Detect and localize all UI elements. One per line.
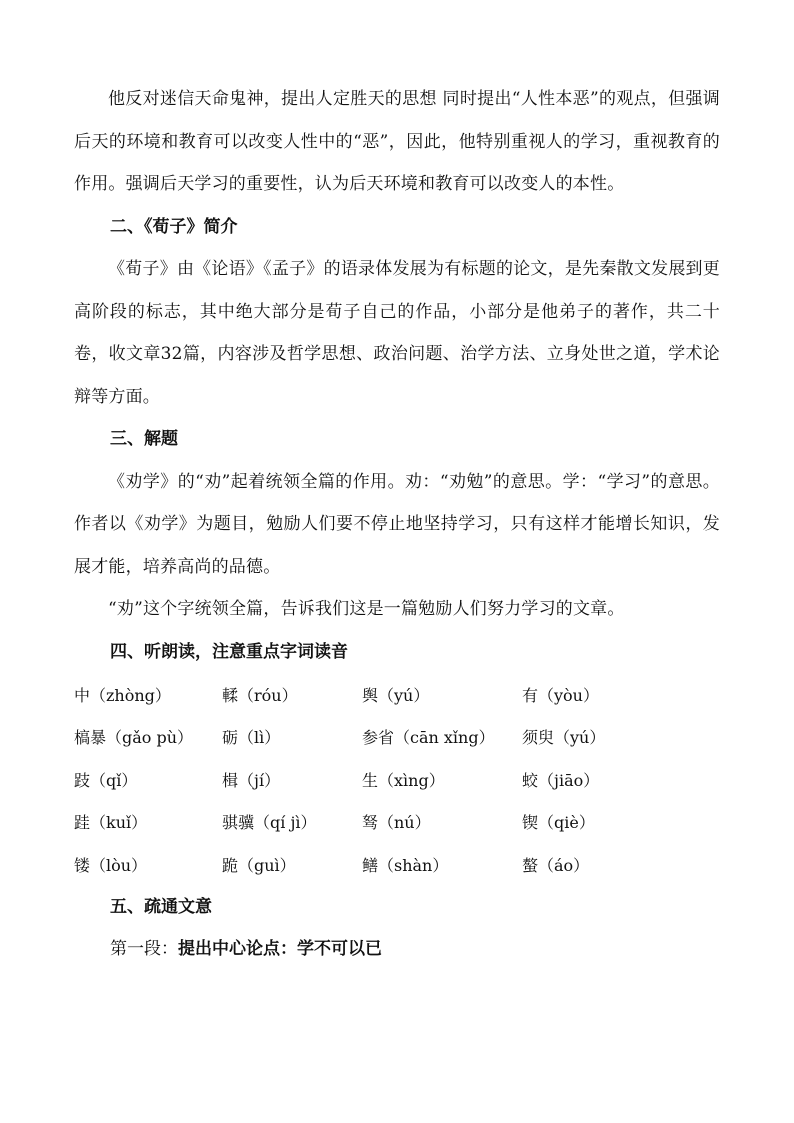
pronunciation-cell: 生（xìng） <box>362 770 445 790</box>
pronunciation-cell: 蛟（jiāo） <box>522 770 600 790</box>
pronunciation-cell: 镂（lòu） <box>74 855 148 875</box>
document-page <box>74 78 720 971</box>
pronunciation-cell: 跬（kuǐ） <box>74 813 148 833</box>
pronunciation-row <box>74 716 720 759</box>
paragraph-title-explain-2: “劝”这个字统领全篇，告诉我们这是一篇勉励人们努力学习的文章。 <box>108 599 625 619</box>
heading-title-explain: 三、解题 <box>110 429 178 449</box>
pronunciation-cell: 跂（qǐ） <box>74 770 138 790</box>
pronunciation-row <box>74 801 720 844</box>
pronunciation-cell: 参省（cān xǐng） <box>362 728 495 748</box>
pronunciation-cell: 砺（lì） <box>222 728 281 748</box>
pronunciation-cell: 中（zhòng） <box>74 685 171 705</box>
pronunciation-row <box>74 843 720 886</box>
pronunciation-table <box>74 673 720 886</box>
pronunciation-cell: 舆（yú） <box>362 685 430 705</box>
pronunciation-cell: 骐骥（qí jì） <box>222 813 317 833</box>
pronunciation-cell: 螯（áo） <box>522 855 590 875</box>
heading-pronunciation: 四、听朗读，注意重点字词读音 <box>110 641 348 662</box>
pronunciation-cell: 须臾（yú） <box>522 728 606 748</box>
heading-meaning: 五、疏通文意 <box>110 896 212 917</box>
paragraph-xunzi-book: 《荀子》由《论语》《孟子》的语录体发展为有标题的论文，是先秦散文发展到更高阶段的标志，其中绝大部分是荀子自己的作品，小部分是他弟子的著作，共二十卷，收文章32篇，内容涉及哲学思想、政治问题、治学方法、立身处世之道，学术论辩等方面。 <box>74 259 720 407</box>
pronunciation-cell: 鳝（shàn） <box>362 855 449 875</box>
pronunciation-cell: 槁暴（gǎo pù） <box>74 728 194 748</box>
pronunciation-cell: 有（yòu） <box>522 685 599 705</box>
heading-xunzi-intro: 二、《荀子》简介 <box>110 216 238 237</box>
pronunciation-cell: 锲（qiè） <box>522 813 595 833</box>
pronunciation-cell: 輮（róu） <box>222 685 298 705</box>
section-one-heading <box>74 928 720 971</box>
pronunciation-row <box>74 758 720 801</box>
section-one-title: 提出中心论点：学不可以已 <box>178 939 382 959</box>
paragraph-xunzi-thought: 他反对迷信天命鬼神，提出人定胜天的思想 同时提出“人性本恶”的观点，但强调后天的环境和教育可以改变人性中的“恶”，因此，他特别重视人的学习，重视教育的作用。强调后天学习的重要性，认为后天环境和教育可以改变人的本性。 <box>74 89 720 194</box>
paragraph-title-explain-1: 《劝学》的“劝”起着统领全篇的作用。劝：“劝勉”的意思。学：“学习”的意思。作者以《劝学》为题目，勉励人们要不停止地坚持学习，只有这样才能增长知识，发展才能，培养高尚的品德。 <box>74 471 720 577</box>
pronunciation-cell: 驽（nú） <box>362 813 431 833</box>
pronunciation-row <box>74 673 720 716</box>
section-one-prefix: 第一段： <box>110 939 178 959</box>
pronunciation-cell: 跪（guì） <box>222 855 296 875</box>
pronunciation-cell: 楫（jí） <box>222 770 281 790</box>
